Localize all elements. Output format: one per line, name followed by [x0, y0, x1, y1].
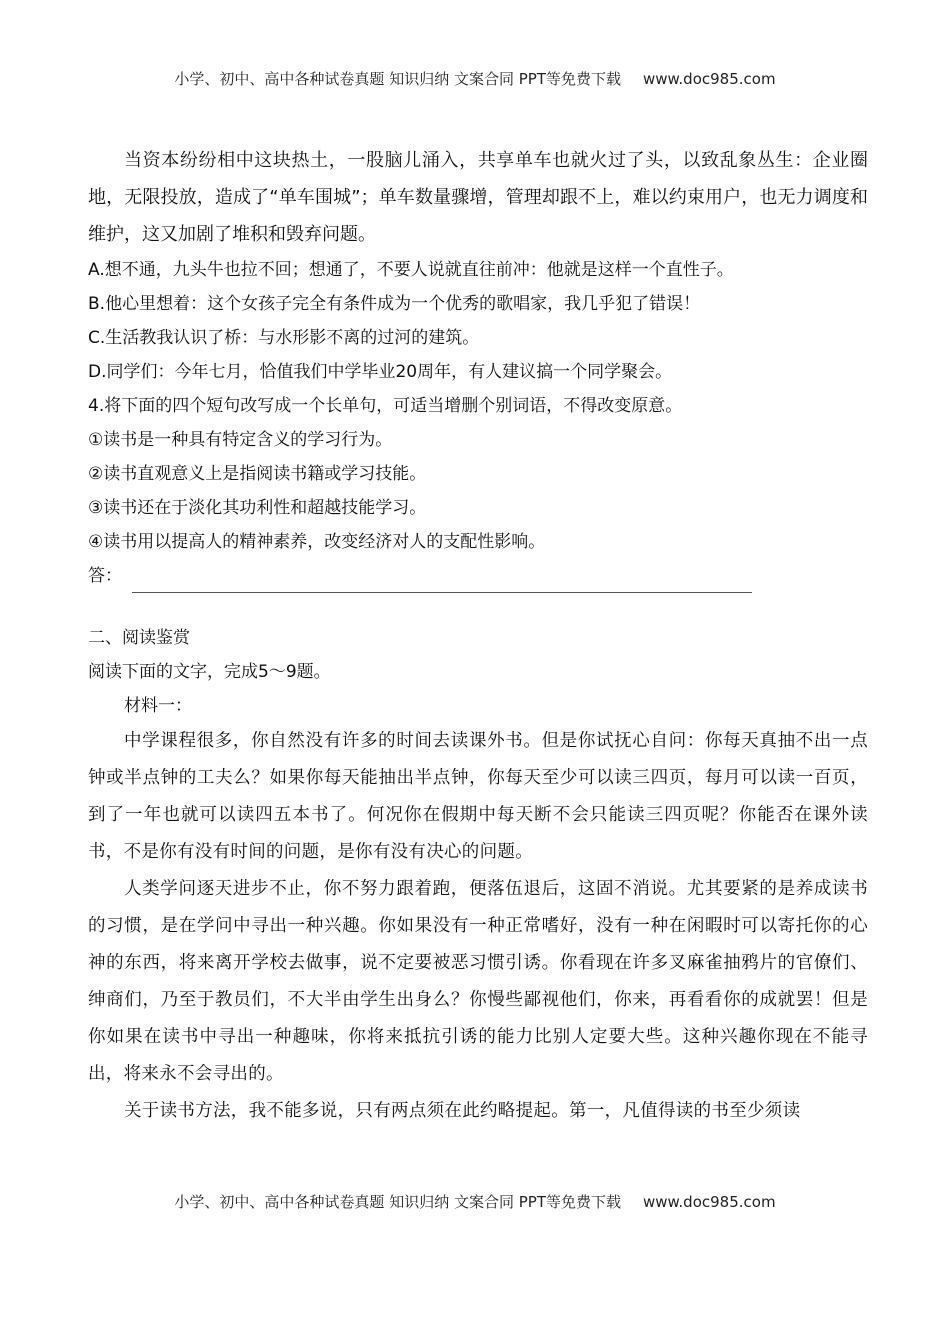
- sentence-4: ④读书用以提高人的精神素养，改变经济对人的支配性影响。: [88, 532, 546, 552]
- section-gap: [88, 593, 868, 621]
- passage-paragraph-1: 中学课程很多，你自然没有许多的时间去读课外书。但是你试抚心自问：你每天真抽不出一点钟或半点钟的工夫么？如果你每天能抽出半点钟，你每天至少可以读三四页，每月可以读一百页，到了一年也就可以读四五本书了。何况你在假期中每天断不会只能读三四页呢？你能否在课外读书，不是你有没有时间的问题，是你有没有决心的问题。: [88, 731, 868, 862]
- option-d: D.同学们：今年七月，恰值我们中学毕业20周年，有人建议搞一个同学聚会。: [88, 362, 673, 382]
- sentence-1: ①读书是一种具有特定含义的学习行为。: [88, 430, 393, 450]
- passage-paragraph-3: 关于读书方法，我不能多说，只有两点须在此约略提起。第一，凡值得读的书至少须读: [124, 1101, 801, 1121]
- header-text: 小学、初中、高中各种试卷真题 知识归纳 文案合同 PPT等免费下载: [174, 70, 621, 88]
- option-b: B.他心里想着：这个女孩子完全有条件成为一个优秀的歌唱家，我几乎犯了错误！: [88, 294, 701, 314]
- option-a: A.想不通，九头牛也拉不回；想通了，不要人说就直往前冲：他就是这样一个直性子。: [88, 260, 734, 280]
- footer-url[interactable]: www.doc985.com: [642, 1193, 776, 1211]
- header-url[interactable]: www.doc985.com: [642, 70, 776, 88]
- material-1-label: 材料一：: [124, 696, 192, 716]
- document-body: [88, 142, 868, 1130]
- footer-text: 小学、初中、高中各种试卷真题 知识归纳 文案合同 PPT等免费下载: [174, 1193, 621, 1211]
- passage-paragraph-2: 人类学问逐天进步不止，你不努力跟着跑，便落伍退后，这固不消说。尤其要紧的是养成读书的习惯，是在学问中寻出一种兴趣。你如果没有一种正常嗜好，没有一种在闲暇时可以寄托你的心神的东西，将来离开学校去做事，说不定要被恶习惯引诱。你看现在许多叉麻雀抽鸦片的官僚们、绅商们，乃至于教员们，不大半由学生出身么？你慢些鄙视他们，你来，再看看你的成就罢！但是你如果在读书中寻出一种趣味，你将来抵抗引诱的能力比别人定要大些。这种兴趣你现在不能寻出，将来永不会寻出的。: [88, 879, 868, 1084]
- sentence-2: ②读书直观意义上是指阅读书籍或学习技能。: [88, 464, 427, 484]
- option-c: C.生活教我认识了桥：与水形影不离的过河的建筑。: [88, 328, 480, 348]
- page-header: [0, 68, 950, 89]
- answer-label: 答：: [88, 566, 122, 586]
- answer-blank-line[interactable]: [132, 570, 752, 593]
- sentence-3: ③读书还在于淡化其功利性和超越技能学习。: [88, 498, 427, 518]
- intro-paragraph: 当资本纷纷相中这块热土，一股脑儿涌入，共享单车也就火过了头，以致乱象丛生：企业圈地，无限投放，造成了“单车围城”；单车数量骤增，管理却跟不上，难以约束用户，也无力调度和维护，这又加剧了堆积和毁弃问题。: [88, 150, 868, 245]
- section-2-heading: 二、阅读鉴赏: [88, 628, 190, 648]
- question-4: 4.将下面的四个短句改写成一个长单句，可适当增删个别词语，不得改变原意。: [88, 396, 683, 416]
- page-footer: [0, 1191, 950, 1212]
- reading-instruction: 阅读下面的文字，完成5～9题。: [88, 662, 331, 682]
- answer-row: [88, 559, 868, 593]
